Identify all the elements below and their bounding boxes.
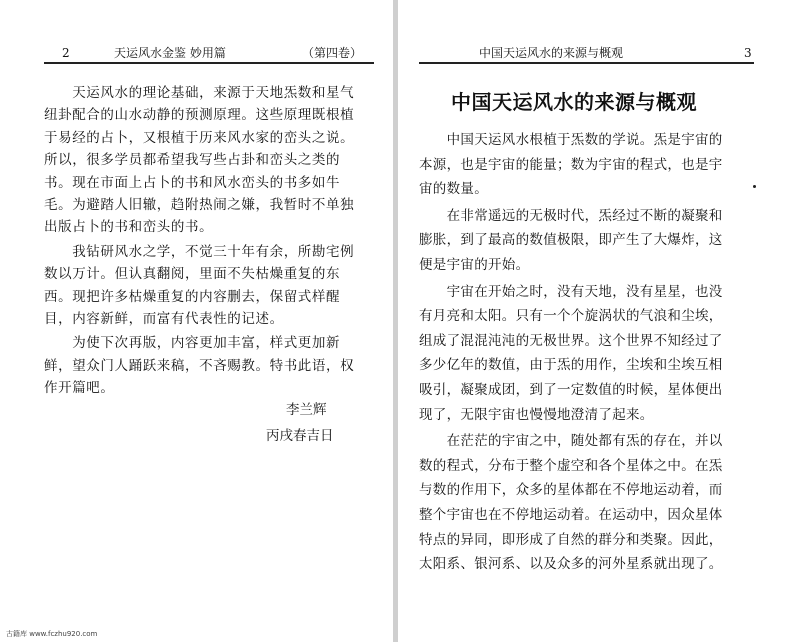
- text-line: 我钻研风水之学，不觉三十年有余，所勘宅例: [44, 243, 355, 260]
- text-line: 为使下次再版，内容更加丰富，样式更加新: [44, 335, 341, 352]
- scan-watermark: 古籍库 www.fczhu920.com: [6, 630, 98, 638]
- paragraph: [419, 429, 755, 577]
- text-line: 所以，很多学员都希望我写些占卦和峦头之类的: [44, 152, 341, 169]
- ink-speck: [753, 185, 756, 188]
- text-line: 纽卦配合的山水动静的预测原理。这些原理既根植: [44, 107, 355, 124]
- right-page: [397, 0, 793, 642]
- text-line: 于易经的占卜，又根植于历来风水家的峦头之说。: [44, 129, 355, 146]
- text-line: 组成了混混沌沌的无极世界。这个世界不知经过了: [419, 332, 723, 349]
- text-line: 本源，也是宇宙的能量；数为宇宙的程式，也是宇: [419, 156, 723, 173]
- right-running-title: 中国天运风水的来源与概观: [479, 46, 624, 60]
- text-line: 鲜，望众门人踊跃来稿，不吝赐教。特书此语，权: [44, 357, 355, 374]
- paragraph: [44, 241, 372, 331]
- right-page-number: 3: [744, 46, 752, 60]
- signature-name: 李兰辉: [286, 402, 327, 418]
- text-line: 天运风水的理论基础，来源于天地炁数和星气: [44, 85, 355, 101]
- volume-label: （第四卷）: [302, 46, 363, 60]
- text-line: 数以万计。但认真翻阅，里面不失枯燥重复的东: [44, 266, 341, 283]
- text-line: 特点的异同，即形成了自然的群分和类聚。因此，: [419, 531, 723, 548]
- text-line: 与数的作用下，众多的星体都在不停地运动着，而: [419, 482, 723, 499]
- left-page-number: 2: [62, 46, 70, 60]
- text-line: 整个宇宙也在不停地运动着。在运动中，因众星体: [419, 506, 723, 523]
- left-running-title: 天运风水金鉴 妙用篇: [114, 46, 226, 60]
- text-line: 数的程式，分布于整个虚空和各个星体之中。在炁: [419, 457, 723, 474]
- text-line: 毛。为避踏人旧辙，趋附热闹之嫌，我暂时不单独: [44, 197, 355, 214]
- left-body-text: [44, 82, 372, 400]
- paragraph: [419, 204, 755, 278]
- text-line: 现了，无限宇宙也慢慢地澄清了起来。: [419, 406, 654, 423]
- text-line: 中国天运风水根植于炁数的学说。炁是宇宙的: [419, 132, 723, 148]
- text-line: 在非常遥远的无极时代，炁经过不断的凝聚和: [419, 207, 723, 224]
- left-page: [0, 0, 396, 642]
- right-body-text: [419, 128, 755, 577]
- text-line: 目，内容新鲜，而富有代表性的记述。: [44, 311, 284, 328]
- text-line: 西。现把许多枯燥重复的内容删去，保留式样醒: [44, 288, 341, 305]
- text-line: 出版占卜的书和峦头的书。: [44, 219, 214, 236]
- paragraph: [419, 128, 755, 202]
- paragraph: [419, 280, 755, 428]
- text-line: 有月亮和太阳。只有一个个旋涡状的气浪和尘埃，: [419, 308, 723, 325]
- text-line: 宙的数量。: [419, 181, 488, 198]
- paragraph: [44, 332, 372, 399]
- left-page-header: [44, 44, 374, 64]
- text-line: 太阳系、银河系、以及众多的河外星系就出现了。: [419, 556, 723, 573]
- paragraph: [44, 82, 372, 239]
- right-page-header: [419, 44, 754, 64]
- text-line: 在茫茫的宇宙之中，随处都有炁的存在，并以: [419, 433, 723, 450]
- text-line: 膨胀，到了最高的数值极限，即产生了大爆炸，这: [419, 232, 723, 249]
- text-line: 便是宇宙的开始。: [419, 256, 530, 273]
- chapter-title: 中国天运风水的来源与概观: [451, 90, 697, 114]
- text-line: 吸引，凝聚成团，到了一定数值的时候，星体便出: [419, 381, 723, 398]
- text-line: 书。现在市面上占卜的书和风水峦头的书多如牛: [44, 174, 341, 191]
- signature-date: 丙戌春吉日: [266, 428, 334, 444]
- text-line: 多少亿年的数值，由于炁的用作，尘埃和尘埃互相: [419, 357, 723, 374]
- text-line: 作开篇吧。: [44, 380, 115, 397]
- text-line: 宇宙在开始之时，没有天地，没有星星，也没: [419, 283, 723, 300]
